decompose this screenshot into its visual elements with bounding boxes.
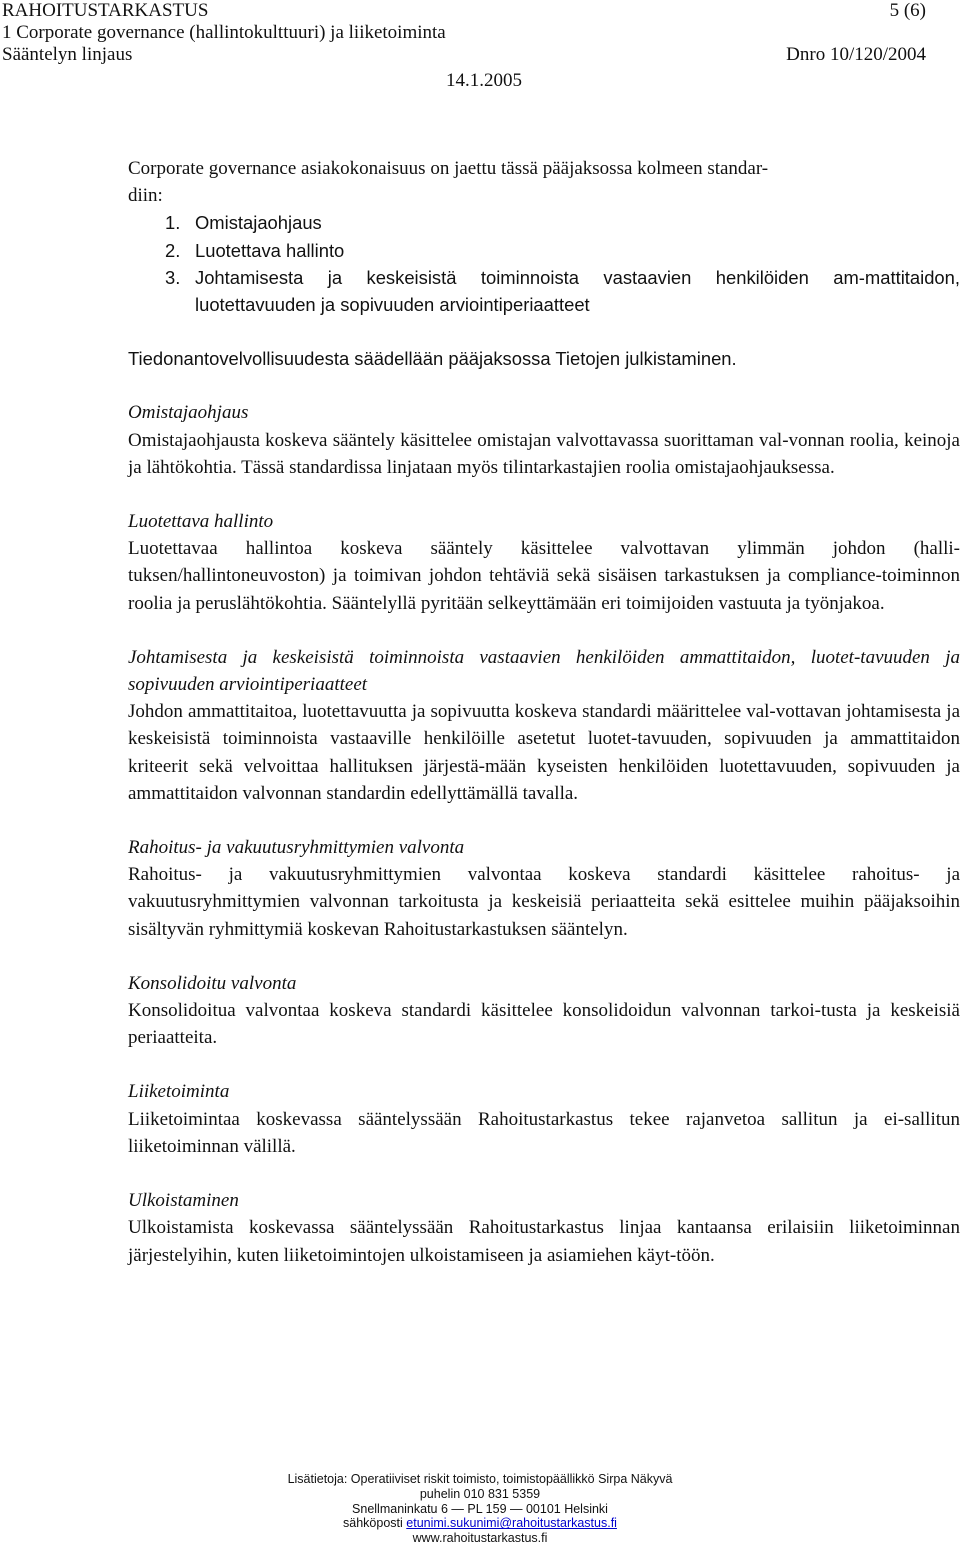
section-heading-ulkoistaminen: Ulkoistaminen [128, 1190, 239, 1212]
section-body-johtaminen: Johdon ammattitaitoa, luotettavuutta ja sopivuutta koskeva standardi määrittelee val-vottavan johtamisesta ja keskeisistä toiminnoista vastaaville henkilöille asetetut luotet-tavuuden, sopivuuden ja ammattitaidon kriteerit sekä velvoittaa hallituksen järjestä-mään kyseisten henkilöiden luotettavuuden, sopivuuden ja ammattitaidon valvonnan standardin edellyttämällä tavalla. [128, 701, 960, 804]
disclosure-paragraph: Tiedonantovelvollisuudesta säädellään pääjaksossa Tietojen julkistaminen. [128, 348, 737, 370]
document-number: Dnro 10/120/2004 [786, 44, 926, 65]
section-body-ryhmittymat: Rahoitus- ja vakuutusryhmittymien valvontaa koskeva standardi käsittelee rahoitus- ja vakuutusryhmittymien valvonnan tarkoitusta ja keskeisiä periaatteita sekä esittelee muihin pääjaksoihin sisältyvän ryhmittymiä koskevan Rahoitustarkastuksen sääntelyn. [128, 864, 960, 940]
org-name: RAHOITUSTARKASTUS [2, 0, 209, 21]
intro-line-2: diin: [128, 185, 163, 207]
section-body-omistajaohjaus: Omistajaohjausta koskeva sääntely käsittelee omistajan valvottavassa suorittaman val-vonnan roolia, keinoja ja lähtökohtia. Tässä standardissa linjataan myös tilintarkastajien roolia omistajaohjauksessa. [128, 429, 960, 478]
list-item: 1. Omistajaohjaus [165, 212, 322, 234]
footer-address: Snellmaninkatu 6 — PL 159 — 00101 Helsinki [352, 1501, 608, 1516]
page-number: 5 (6) [889, 0, 926, 21]
section-heading-liiketoiminta: Liiketoiminta [128, 1081, 230, 1103]
page-footer [200, 1472, 760, 1546]
section-body-luotettava-hallinto: Luotettavaa hallintoa koskeva sääntely käsittelee valvottavan ylimmän johdon (halli-tuksen/hallintoneuvoston) ja toimivan johdon tehtäviä sekä sisäisen tarkastuksen ja compliance-toiminnon roolia ja peruslähtökohtia. Sääntelyllä pyritään selkeyttämään eri toimijoiden vastuuta ja työnjakoa. [128, 538, 960, 614]
intro-paragraph [128, 155, 960, 209]
footer-email-line [200, 1516, 760, 1531]
footer-phone: puhelin 010 831 5359 [419, 1486, 541, 1501]
section-name: Sääntelyn linjaus [2, 44, 133, 65]
document-date: 14.1.2005 [446, 70, 522, 91]
footer-contact: Lisätietoja: Operatiiviset riskit toimisto, toimistopäällikkö Sirpa Näkyvä [287, 1472, 673, 1486]
section-heading-luotettava-hallinto: Luotettava hallinto [128, 511, 274, 533]
list-item: 3. Johtamisesta ja keskeisistä toiminnoista vastaavien henkilöiden am-mattitaidon, luotettavuuden ja sopivuuden arviointiperiaatteet [165, 266, 960, 316]
standards-list [128, 209, 960, 318]
page-header [2, 0, 926, 92]
document-body [128, 155, 960, 1269]
section-heading-ryhmittymat: Rahoitus- ja vakuutusryhmittymien valvonta [128, 837, 465, 859]
footer-email-label: sähköposti [343, 1516, 407, 1531]
footer-website[interactable]: www.rahoitustarkastus.fi [412, 1531, 548, 1546]
list-item: 2. Luotettava hallinto [165, 239, 345, 261]
section-heading-konsolidoitu: Konsolidoitu valvonta [128, 972, 297, 994]
document-subtitle: 1 Corporate governance (hallintokulttuuri) ja liiketoiminta [2, 22, 446, 43]
section-body-ulkoistaminen: Ulkoistamista koskevassa sääntelyssään Rahoitustarkastus linjaa kantaansa erilaisiin liiketoiminnan järjestelyihin, kuten liiketoimintojen ulkoistamiseen ja asiamiehen käyt-töön. [128, 1217, 960, 1266]
section-heading-johtaminen: Johtamisesta ja keskeisistä toiminnoista vastaavien henkilöiden ammattitaidon, luotet-tavuuden ja sopivuuden arviointiperiaatteet [128, 646, 960, 696]
intro-line-1: Corporate governance asiakokonaisuus on jaettu tässä pääjaksossa kolmeen standar- [128, 158, 769, 179]
section-body-konsolidoitu: Konsolidoitua valvontaa koskeva standardi käsittelee konsolidoidun valvonnan tarkoi-tusta ja keskeisiä periaatteita. [128, 1000, 960, 1049]
section-heading-omistajaohjaus: Omistajaohjaus [128, 402, 249, 424]
footer-email-link[interactable]: etunimi.sukunimi@rahoitustarkastus.fi [406, 1516, 617, 1531]
section-body-liiketoiminta: Liiketoimintaa koskevassa sääntelyssään Rahoitustarkastus tekee rajanvetoa sallitun ja ei-sallitun liiketoiminnan välillä. [128, 1108, 960, 1157]
